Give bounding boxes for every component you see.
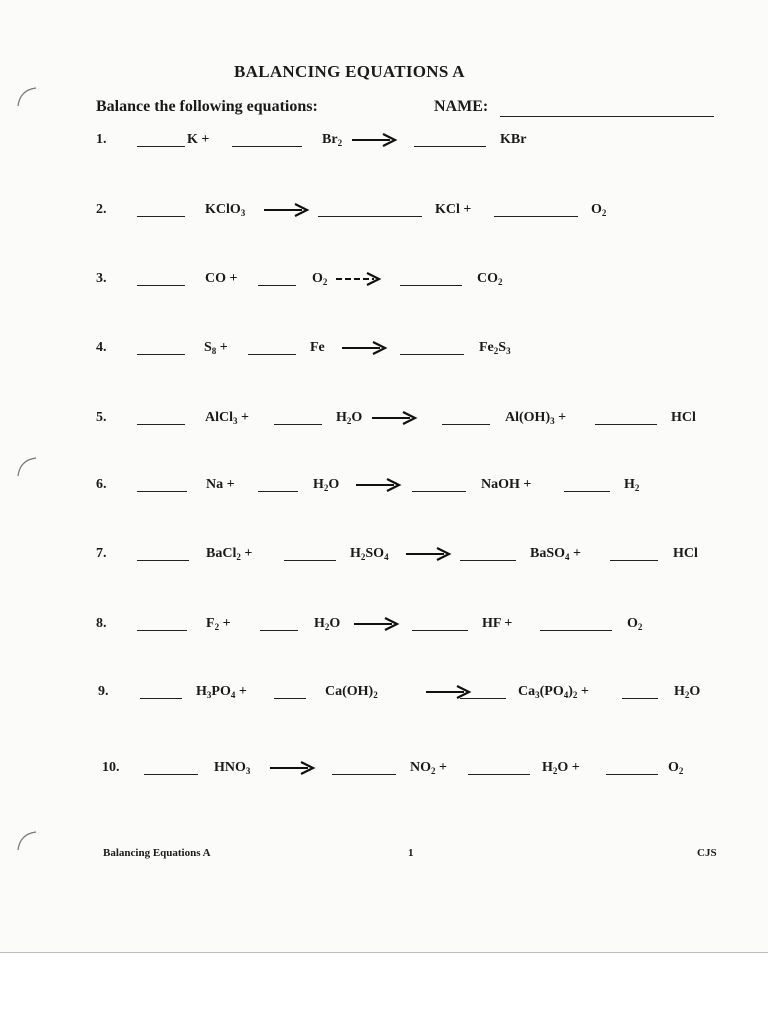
equation-number: 5. xyxy=(96,410,107,425)
equation-number: 7. xyxy=(96,546,107,561)
coefficient-blank[interactable] xyxy=(606,774,658,775)
equation-5 xyxy=(0,410,768,434)
reactant: BaCl$_2$ + xyxy=(206,546,253,562)
coefficient-blank[interactable] xyxy=(140,698,182,699)
coefficient-blank[interactable] xyxy=(564,491,610,492)
coefficient-blank[interactable] xyxy=(258,491,298,492)
coefficient-blank[interactable] xyxy=(284,560,336,561)
product: $O_2$ xyxy=(627,616,643,632)
reactant: $F_2$ + xyxy=(206,616,231,632)
reaction-arrow xyxy=(404,544,452,564)
equation-number: 10. xyxy=(102,760,120,775)
coefficient-blank[interactable] xyxy=(332,774,396,775)
reaction-arrow xyxy=(352,614,400,634)
coefficient-blank[interactable] xyxy=(400,285,462,286)
product: $O_2$ xyxy=(591,202,607,218)
reactant: $H_3PO_4$ + xyxy=(196,684,247,700)
coefficient-blank[interactable] xyxy=(274,698,306,699)
equation-7 xyxy=(0,546,768,570)
equation-3 xyxy=(0,271,768,295)
coefficient-blank[interactable] xyxy=(610,560,658,561)
page-margin xyxy=(0,953,768,1024)
name-field[interactable] xyxy=(500,116,714,117)
equation-number: 4. xyxy=(96,340,107,355)
coefficient-blank[interactable] xyxy=(414,146,486,147)
reactant: Na + xyxy=(206,477,235,492)
reaction-arrow xyxy=(268,758,316,778)
product: NaOH + xyxy=(481,477,532,492)
coefficient-blank[interactable] xyxy=(412,630,468,631)
coefficient-blank[interactable] xyxy=(258,285,296,286)
equation-number: 3. xyxy=(96,271,107,286)
equation-6 xyxy=(0,477,768,501)
product: $O_2$ xyxy=(668,760,684,776)
equation-9 xyxy=(0,684,768,708)
equation-1 xyxy=(0,132,768,156)
reaction-arrow xyxy=(370,408,418,428)
equation-10 xyxy=(0,760,768,784)
coefficient-blank[interactable] xyxy=(137,146,185,147)
hole-punch-mark xyxy=(16,86,38,108)
footer-initials: CJS xyxy=(697,847,717,859)
product: $NO_2$ + xyxy=(410,760,447,776)
reaction-arrow xyxy=(262,200,310,220)
product: $H_2$ xyxy=(624,477,640,493)
product: HF + xyxy=(482,616,513,631)
coefficient-blank[interactable] xyxy=(274,424,322,425)
coefficient-blank[interactable] xyxy=(412,491,466,492)
equation-number: 8. xyxy=(96,616,107,631)
reaction-arrow xyxy=(340,338,388,358)
equation-number: 6. xyxy=(96,477,107,492)
product: KCl + xyxy=(435,202,472,217)
instructions: Balance the following equations: xyxy=(96,98,318,115)
product: $H_2O$ + xyxy=(542,760,580,776)
coefficient-blank[interactable] xyxy=(232,146,302,147)
coefficient-blank[interactable] xyxy=(137,560,189,561)
footer-title: Balancing Equations A xyxy=(103,847,211,859)
coefficient-blank[interactable] xyxy=(260,630,298,631)
equation-number: 1. xyxy=(96,132,107,147)
hole-punch-mark xyxy=(16,830,38,852)
coefficient-blank[interactable] xyxy=(595,424,657,425)
product: $Al(OH)_3$ + xyxy=(505,410,567,426)
equation-4 xyxy=(0,340,768,364)
reactant: AlCl$_3$ + xyxy=(205,410,249,426)
coefficient-blank[interactable] xyxy=(468,774,530,775)
coefficient-blank[interactable] xyxy=(137,216,185,217)
equation-2 xyxy=(0,202,768,226)
product: HCl xyxy=(671,410,696,425)
reaction-arrow xyxy=(424,682,472,702)
reactant: $H_2SO_4$ xyxy=(350,546,389,562)
coefficient-blank[interactable] xyxy=(248,354,296,355)
reactant: KClO$_3$ xyxy=(205,202,246,218)
coefficient-blank[interactable] xyxy=(460,560,516,561)
product: KBr xyxy=(500,132,527,147)
reaction-arrow xyxy=(350,130,398,150)
product: BaSO$_4$ + xyxy=(530,546,581,562)
reactant: $Ca(OH)_2$ xyxy=(325,684,378,700)
coefficient-blank[interactable] xyxy=(137,354,185,355)
coefficient-blank[interactable] xyxy=(494,216,578,217)
coefficient-blank[interactable] xyxy=(144,774,198,775)
reactant: K + xyxy=(187,132,210,147)
reactant: $H_2O$ xyxy=(314,616,341,632)
equation-number: 2. xyxy=(96,202,107,217)
reactant: $O_2$ xyxy=(312,271,328,287)
coefficient-blank[interactable] xyxy=(622,698,658,699)
coefficient-blank[interactable] xyxy=(540,630,612,631)
reactant: $Br_2$ xyxy=(322,132,343,148)
reactant: $H_2O$ xyxy=(336,410,363,426)
reactant: $H_2O$ xyxy=(313,477,340,493)
coefficient-blank[interactable] xyxy=(442,424,490,425)
name-label: NAME: xyxy=(434,98,489,115)
product: HCl xyxy=(673,546,698,561)
coefficient-blank[interactable] xyxy=(137,285,185,286)
coefficient-blank[interactable] xyxy=(318,216,422,217)
coefficient-blank[interactable] xyxy=(137,491,187,492)
product: $Fe_2S_3$ xyxy=(479,340,511,356)
coefficient-blank[interactable] xyxy=(137,630,187,631)
reaction-arrow xyxy=(354,475,402,495)
product: $CO_2$ xyxy=(477,271,503,287)
equation-number: 9. xyxy=(98,684,109,699)
coefficient-blank[interactable] xyxy=(400,354,464,355)
page-title: BALANCING EQUATIONS A xyxy=(234,62,465,81)
reactant: CO + xyxy=(205,271,238,286)
coefficient-blank[interactable] xyxy=(137,424,185,425)
reactant: $S_8$ + xyxy=(204,340,228,356)
reactant: $HNO_3$ xyxy=(214,760,251,776)
product: $H_2O$ xyxy=(674,684,701,700)
reactant: Fe xyxy=(310,340,325,355)
coefficient-blank[interactable] xyxy=(460,698,506,699)
hole-punch-mark xyxy=(16,456,38,478)
product: $Ca_3(PO_4)_2$ + xyxy=(518,684,589,700)
page-number: 1 xyxy=(408,847,414,859)
reaction-arrow xyxy=(334,269,382,289)
equation-8 xyxy=(0,616,768,640)
